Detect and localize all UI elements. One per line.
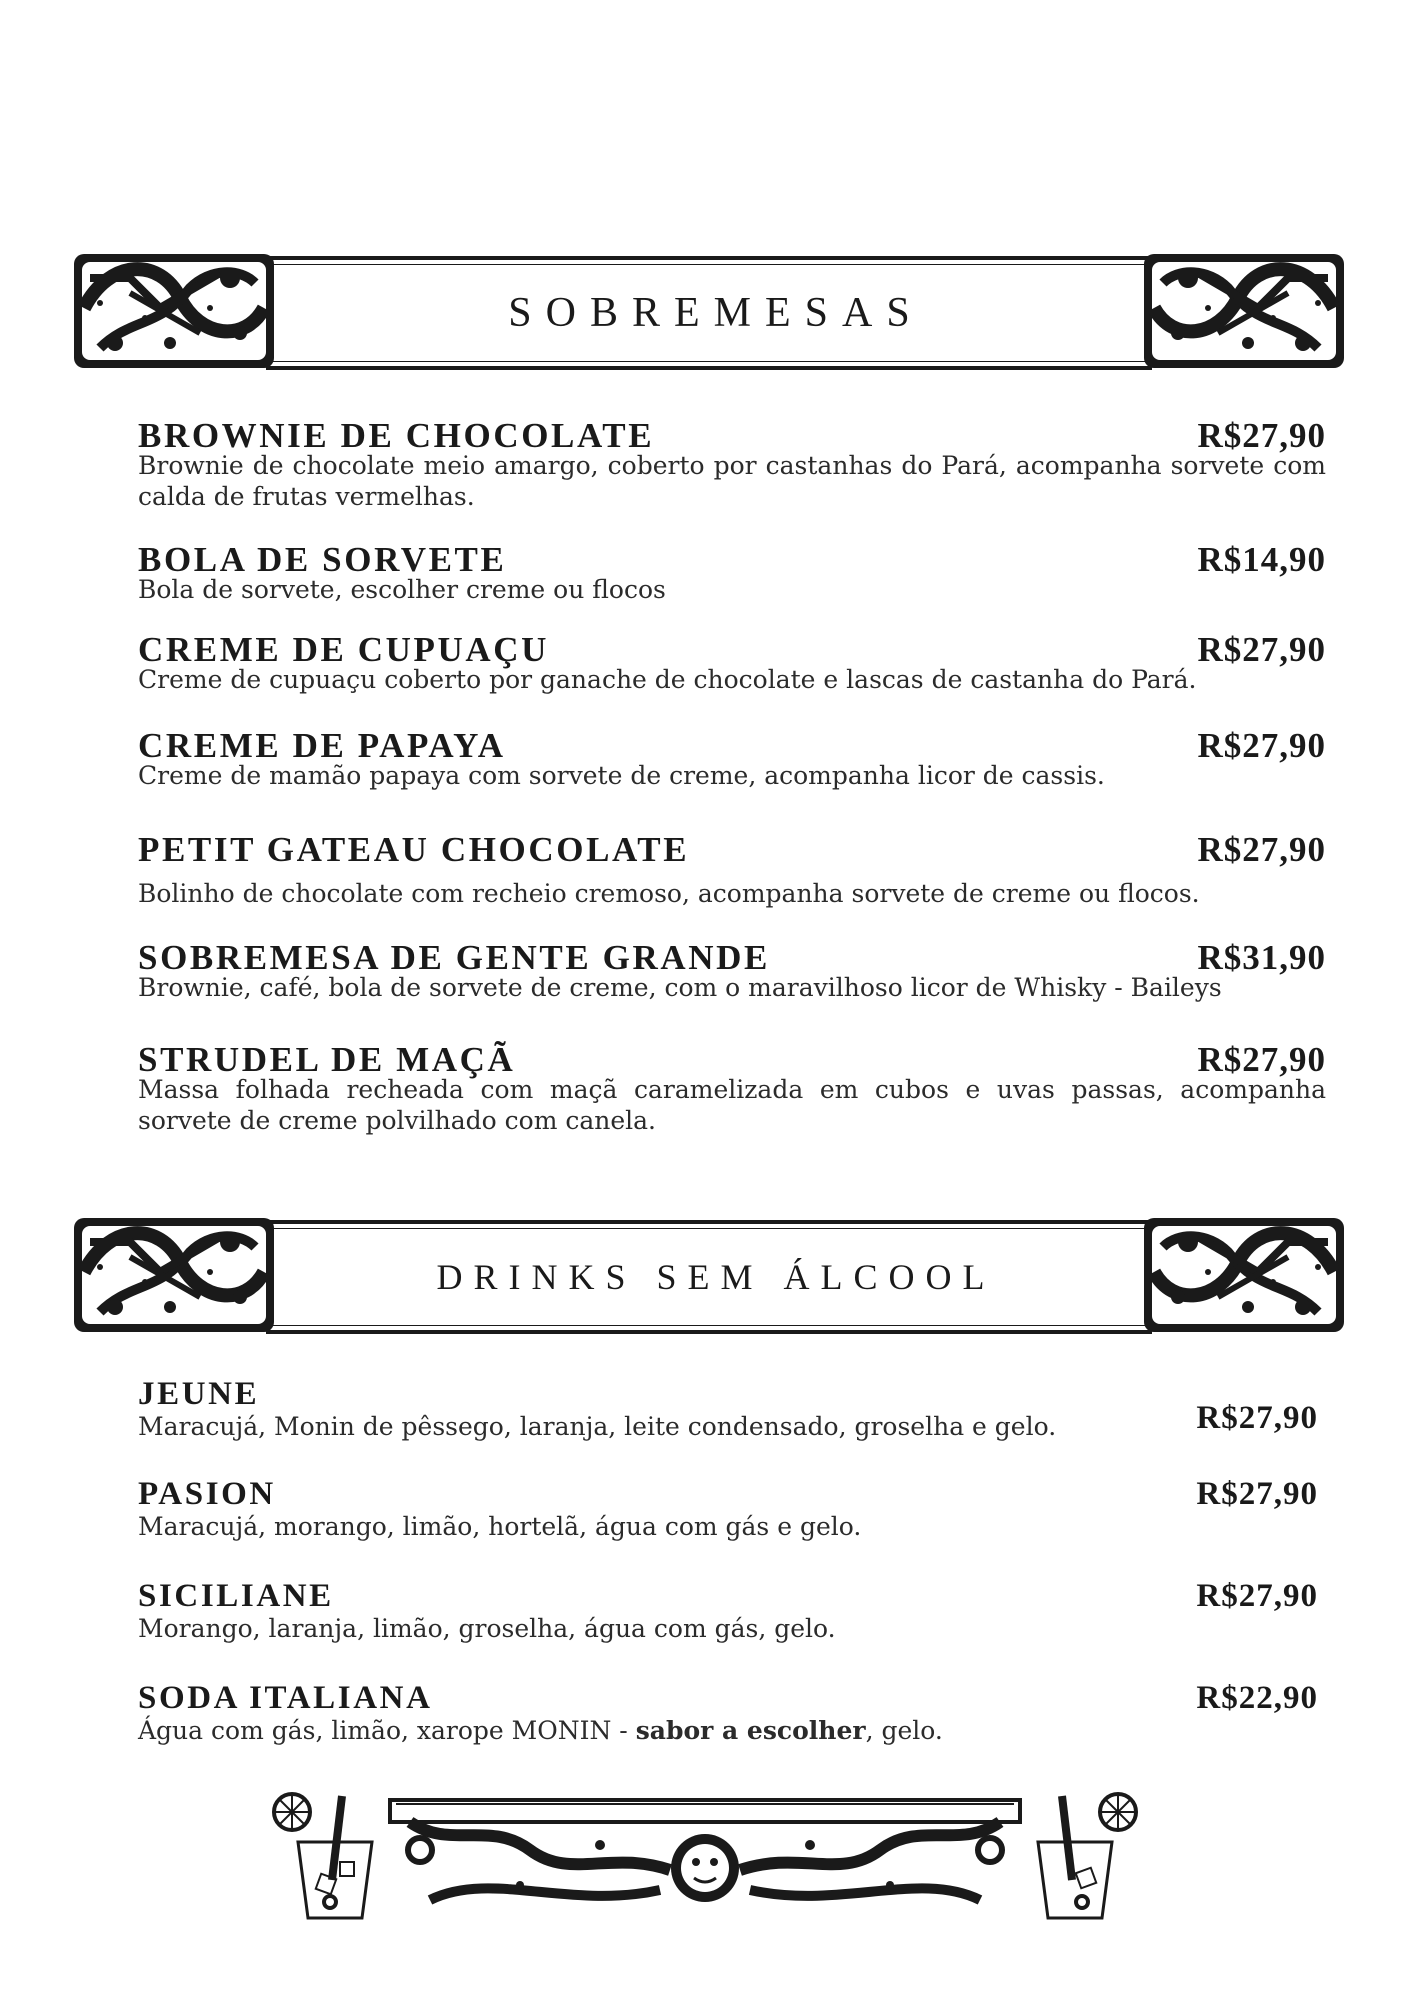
item-description: Creme de mamão papaya com sorvete de creme, acompanha licor de cassis. bbox=[138, 761, 1105, 790]
menu-item bbox=[138, 938, 1326, 1003]
drink-name: SODA ITALIANA bbox=[138, 1680, 433, 1716]
central-flourish-icon bbox=[390, 1800, 1020, 1902]
item-name: CREME DE PAPAYA bbox=[138, 726, 506, 765]
drink-name: PASION bbox=[138, 1476, 276, 1512]
drink-name: JEUNE bbox=[138, 1376, 260, 1412]
desserts-banner-frame bbox=[266, 256, 1152, 370]
drink-item bbox=[138, 1476, 1318, 1542]
drinks-banner-frame bbox=[266, 1220, 1152, 1334]
menu-item bbox=[138, 830, 1326, 909]
menu-item bbox=[138, 630, 1326, 695]
item-price: R$27,90 bbox=[1197, 830, 1326, 869]
desserts-title: SOBREMESAS bbox=[508, 290, 924, 336]
drinks-banner bbox=[70, 1212, 1348, 1338]
drink-item bbox=[138, 1376, 1318, 1442]
item-price: R$27,90 bbox=[1197, 1040, 1326, 1079]
item-name: PETIT GATEAU CHOCOLATE bbox=[138, 830, 690, 869]
drink-description: Maracujá, Monin de pêssego, laranja, leite condensado, groselha e gelo. bbox=[138, 1412, 1057, 1441]
item-description: Creme de cupuaçu coberto por ganache de chocolate e lascas de castanha do Pará. bbox=[138, 665, 1197, 694]
item-description: Brownie de chocolate meio amargo, coberto por castanhas do Pará, acompanha sorvete com calda de frutas vermelhas. bbox=[138, 451, 1326, 511]
item-description: Brownie, café, bola de sorvete de creme, com o maravilhoso licor de Whisky - Baileys bbox=[138, 973, 1222, 1002]
item-name: CREME DE CUPUAÇU bbox=[138, 630, 550, 669]
item-name: SOBREMESA DE GENTE GRANDE bbox=[138, 938, 770, 977]
drink-name: SICILIANE bbox=[138, 1578, 334, 1614]
drink-glass-left-icon bbox=[274, 1794, 372, 1918]
item-price: R$31,90 bbox=[1197, 938, 1326, 977]
menu-item bbox=[138, 416, 1326, 512]
item-name: STRUDEL DE MAÇÃ bbox=[138, 1040, 516, 1079]
item-description: Bola de sorvete, escolher creme ou flocos bbox=[138, 575, 666, 604]
drink-price: R$22,90 bbox=[1196, 1680, 1318, 1716]
drink-item bbox=[138, 1578, 1318, 1644]
drink-description-bold: sabor a escolher bbox=[635, 1716, 866, 1745]
drinks-title: DRINKS SEM ÁLCOOL bbox=[436, 1257, 996, 1297]
drink-price: R$27,90 bbox=[1196, 1400, 1318, 1436]
drink-description: Maracujá, morango, limão, hortelã, água com gás e gelo. bbox=[138, 1512, 862, 1541]
drink-description: Morango, laranja, limão, groselha, água com gás, gelo. bbox=[138, 1614, 836, 1643]
item-name: BOLA DE SORVETE bbox=[138, 540, 507, 579]
menu-item bbox=[138, 1040, 1326, 1136]
drink-price: R$27,90 bbox=[1196, 1476, 1318, 1512]
item-price: R$27,90 bbox=[1197, 726, 1326, 765]
celtic-ornament-left-icon bbox=[70, 248, 280, 374]
drink-item bbox=[138, 1680, 1318, 1746]
drink-glass-right-icon bbox=[1038, 1794, 1136, 1918]
celtic-ornament-right-icon bbox=[1138, 1212, 1348, 1338]
drink-description-text: Água com gás, limão, xarope MONIN - bbox=[138, 1716, 636, 1745]
item-price: R$14,90 bbox=[1197, 540, 1326, 579]
menu-item bbox=[138, 726, 1326, 791]
desserts-banner bbox=[70, 248, 1348, 374]
item-price: R$27,90 bbox=[1197, 630, 1326, 669]
drink-price: R$27,90 bbox=[1196, 1578, 1318, 1614]
drink-description-tail: , gelo. bbox=[865, 1716, 943, 1745]
item-description: Massa folhada recheada com maçã caramelizada em cubos e uvas passas, acompanha sorvete de creme polvilhado com canela. bbox=[138, 1075, 1326, 1135]
item-description: Bolinho de chocolate com recheio cremoso, acompanha sorvete de creme ou flocos. bbox=[138, 879, 1200, 908]
item-price: R$27,90 bbox=[1197, 416, 1326, 455]
footer-ornament bbox=[270, 1790, 1140, 1920]
drink-description bbox=[138, 1716, 1318, 1746]
celtic-ornament-left-icon bbox=[70, 1212, 280, 1338]
celtic-ornament-right-icon bbox=[1138, 248, 1348, 374]
menu-item bbox=[138, 540, 1326, 605]
item-name: BROWNIE DE CHOCOLATE bbox=[138, 416, 655, 455]
